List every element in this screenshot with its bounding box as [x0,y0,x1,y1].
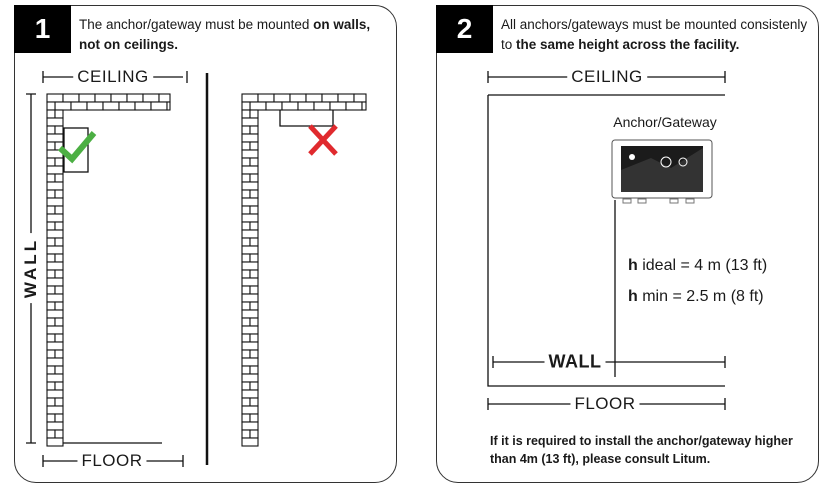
h-min-value: min = 2.5 m (8 ft) [637,288,764,305]
height-ideal [628,257,767,275]
wall-label-1: WALL [21,233,41,303]
footnote: If it is required to install the anchor/gateway higher than 4m (13 ft), please consult Litum. [490,434,793,466]
height-min [628,288,764,306]
panel-wall-mounting [14,5,397,483]
instruction-text [79,15,389,55]
ceiling-label-2: CEILING [567,67,647,87]
instruction-bold: on walls, not on ceilings. [79,17,371,52]
wall-label-2: WALL [545,352,606,373]
floor-label-2: FLOOR [570,394,639,414]
device-label: Anchor/Gateway [609,114,721,130]
h-symbol: h [628,288,638,305]
instruction-text [501,15,811,55]
instruction-bold: the same height across the facility. [516,37,740,52]
ceiling-label-1: CEILING [73,67,153,87]
h-symbol: h [628,257,638,274]
step-badge: 2 [436,5,493,53]
step-badge: 1 [14,5,71,53]
floor-label-1: FLOOR [77,451,146,471]
instruction-plain: The anchor/gateway must be mounted [79,17,314,32]
h-ideal-value: ideal = 4 m (13 ft) [637,257,768,274]
instruction-plain: All anchors/gateways must be mounted consistenly to [501,17,808,52]
